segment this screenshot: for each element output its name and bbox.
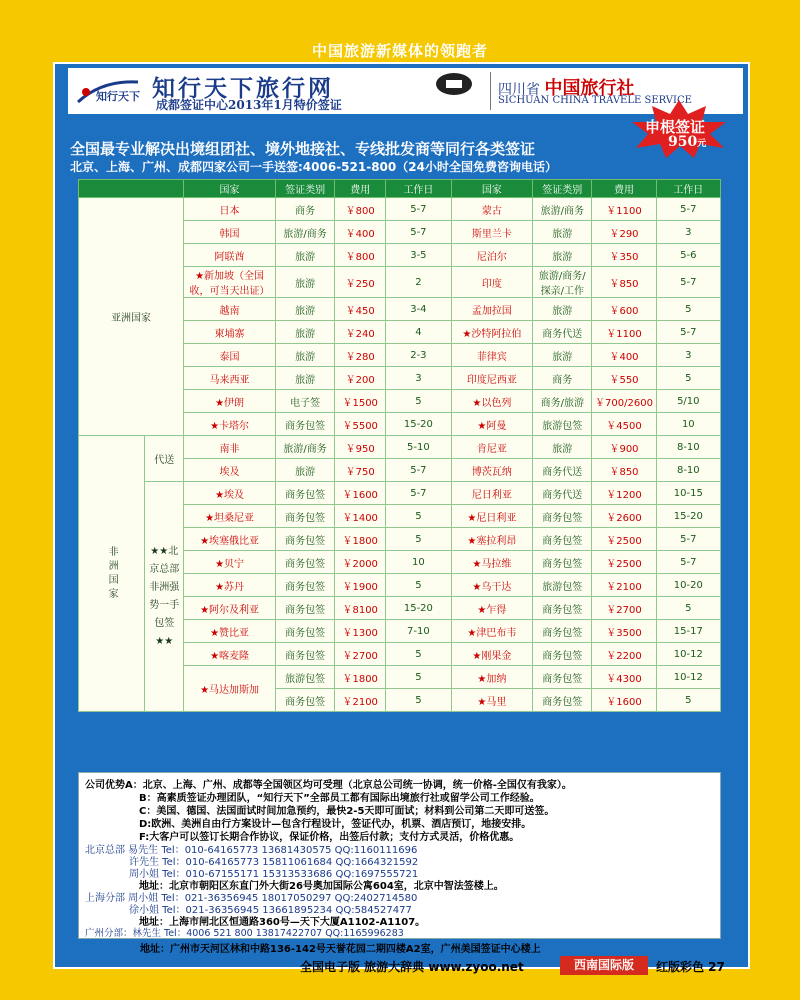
table-cell: 商务包签: [275, 689, 334, 712]
badge-unit: 元: [697, 139, 707, 149]
table-cell: 尼日利亚: [451, 482, 533, 505]
table-cell: 马来西亚: [184, 367, 276, 390]
table-header-row: [79, 180, 721, 198]
table-cell: 5-7: [656, 198, 720, 221]
table-cell: ￥2000: [335, 551, 386, 574]
table-cell: 10-12: [656, 666, 720, 689]
table-cell: 旅游: [275, 267, 334, 298]
table-cell: 3: [386, 367, 451, 390]
table-cell: 5/10: [656, 390, 720, 413]
table-cell: 商务包签: [275, 620, 334, 643]
table-cell: 电子签: [275, 390, 334, 413]
table-cell: 15-20: [656, 505, 720, 528]
table-cell: 日本: [184, 198, 276, 221]
table-cell: ★尼日利亚: [451, 505, 533, 528]
note-advantage-b: B：高素质签证办理团队，“知行天下”全部员工都有国际出境旅行社或留学公司工作经验。: [139, 793, 540, 804]
table-cell: 印度尼西亚: [451, 367, 533, 390]
table-cell: 商务代送: [533, 459, 592, 482]
table-cell: 商务包签: [533, 551, 592, 574]
table-cell: 商务包签: [533, 666, 592, 689]
table-cell: 肯尼亚: [451, 436, 533, 459]
table-cell: 商务/旅游: [533, 390, 592, 413]
table-cell: ★阿尔及利亚: [184, 597, 276, 620]
header-cell: 工作日: [656, 180, 720, 198]
cts-name-en: SICHUAN CHINA TRAVELE SERVICE: [498, 95, 692, 106]
table-cell: 5: [386, 528, 451, 551]
table-cell: ★坦桑尼亚: [184, 505, 276, 528]
table-cell: ★新加坡（全国收，可当天出证）: [184, 267, 276, 298]
table-cell: 5-7: [656, 321, 720, 344]
table-cell: 5: [656, 298, 720, 321]
table-cell: ￥1300: [335, 620, 386, 643]
table-row: [79, 436, 721, 459]
table-cell: ★赞比亚: [184, 620, 276, 643]
table-cell: 5: [386, 643, 451, 666]
table-cell: 孟加拉国: [451, 298, 533, 321]
table-cell: 商务代送: [533, 482, 592, 505]
table-cell: 南非: [184, 436, 276, 459]
table-cell: 商务包签: [533, 643, 592, 666]
contact-beijing-1: 北京总部 易先生 Tel：010-64165773 13681430575 QQ:1160111696: [85, 845, 418, 856]
table-cell: ￥850: [592, 459, 656, 482]
table-cell: ￥200: [335, 367, 386, 390]
table-cell: ￥850: [592, 267, 656, 298]
table-cell: 商务包签: [275, 505, 334, 528]
zhixing-logo-icon: [72, 72, 144, 110]
table-cell: 5-7: [386, 459, 451, 482]
table-cell: 商务包签: [533, 528, 592, 551]
table-cell: ￥2700: [335, 643, 386, 666]
table-cell: ￥800: [335, 244, 386, 267]
table-cell: 印度: [451, 267, 533, 298]
table-cell: ★加纳: [451, 666, 533, 689]
table-cell: ★沙特阿拉伯: [451, 321, 533, 344]
header-cell: 工作日: [386, 180, 451, 198]
table-cell: ￥2200: [592, 643, 656, 666]
table-cell: ￥1100: [592, 198, 656, 221]
subgroup-label-daisong: 代送: [145, 436, 184, 482]
contact-shanghai-2: 徐小姐 Tel：021-36356945 13661895234 QQ:584527477: [129, 905, 412, 916]
badge-price-value: 950: [668, 134, 698, 150]
table-cell: ￥1100: [592, 321, 656, 344]
table-cell: ￥1600: [335, 482, 386, 505]
table-cell: ￥750: [335, 459, 386, 482]
footer-badge: 西南国际版: [560, 956, 648, 975]
table-cell: 5: [386, 689, 451, 712]
address-guangzhou: 地址：广州市天河区林和中路136-142号天誉花园二期四楼A2室，广州美国签证中心楼上: [140, 944, 541, 955]
header-cell: 国家: [184, 180, 276, 198]
table-cell: 15-17: [656, 620, 720, 643]
table-cell: ★喀麦隆: [184, 643, 276, 666]
table-cell: 5: [656, 367, 720, 390]
table-cell: 旅游: [533, 244, 592, 267]
cell-madagascar: ★马达加斯加: [184, 666, 276, 712]
table-cell: 15-20: [386, 413, 451, 436]
table-cell: 商务包签: [275, 574, 334, 597]
note-advantage-c: C：美国、德国、法国面试时间加急预约，最快2-5天即可面试；材料到公司第二天即可送签。: [139, 806, 555, 817]
table-cell: 3: [656, 221, 720, 244]
badge-price: [668, 134, 706, 150]
table-cell: 旅游: [533, 436, 592, 459]
slogan: 中国旅游新媒体的领跑者: [311, 42, 488, 60]
table-cell: ￥450: [335, 298, 386, 321]
svg-text:知行天下: 知行天下: [96, 90, 140, 103]
table-cell: 旅游/商务: [275, 436, 334, 459]
table-cell: 5-7: [386, 482, 451, 505]
table-cell: 旅游/商务: [533, 198, 592, 221]
table-row: [79, 198, 721, 221]
group-label-asia: 亚洲国家: [79, 198, 184, 436]
table-cell: ￥240: [335, 321, 386, 344]
visa-price-table: [78, 179, 721, 712]
group-label-africa: 非洲国家: [79, 436, 145, 712]
header-cell: 费用: [592, 180, 656, 198]
table-cell: 旅游: [533, 221, 592, 244]
table-cell: ★埃塞俄比亚: [184, 528, 276, 551]
table-cell: 菲律宾: [451, 344, 533, 367]
company-notes: [78, 772, 721, 939]
table-cell: 商务包签: [275, 643, 334, 666]
table-cell: ★津巴布韦: [451, 620, 533, 643]
table-cell: 旅游: [275, 367, 334, 390]
table-cell: 商务包签: [533, 505, 592, 528]
brand-title: 知行天下旅行网: [152, 75, 334, 102]
table-cell: ★贝宁: [184, 551, 276, 574]
table-cell: ￥1500: [335, 390, 386, 413]
table-cell: 5: [386, 574, 451, 597]
table-cell: 阿联酋: [184, 244, 276, 267]
table-cell: 商务包签: [275, 482, 334, 505]
table-cell: 4: [386, 321, 451, 344]
table-cell: ￥1900: [335, 574, 386, 597]
header-group: [79, 180, 184, 198]
table-cell: 泰国: [184, 344, 276, 367]
footer-text: 全国电子版 旅游大辞典 www.zyoo.net: [300, 960, 524, 974]
table-cell: ￥600: [592, 298, 656, 321]
table-cell: 商务包签: [533, 689, 592, 712]
table-cell: 商务: [275, 198, 334, 221]
table-cell: 越南: [184, 298, 276, 321]
table-cell: 5-7: [656, 528, 720, 551]
table-cell: 5: [656, 597, 720, 620]
table-row: [79, 482, 721, 505]
table-cell: ￥550: [592, 367, 656, 390]
table-cell: 商务包签: [533, 597, 592, 620]
table-cell: ￥280: [335, 344, 386, 367]
table-cell: 蒙古: [451, 198, 533, 221]
table-cell: ￥350: [592, 244, 656, 267]
headline-main: 全国最专业解决出境组团社、境外地接社、专线批发商等同行各类签证: [70, 140, 536, 158]
table-cell: 10-20: [656, 574, 720, 597]
table-cell: 10-12: [656, 643, 720, 666]
cts-name-prefix: 四川省: [498, 82, 540, 98]
table-cell: ￥4300: [592, 666, 656, 689]
table-cell: ★马里: [451, 689, 533, 712]
table-cell: 5: [386, 390, 451, 413]
table-cell: 2-3: [386, 344, 451, 367]
table-cell: 5-6: [656, 244, 720, 267]
cts-name-main: 中国旅行社: [544, 78, 635, 99]
table-cell: ★卡塔尔: [184, 413, 276, 436]
address-shanghai: 地址：上海市闸北区恒通路360号—天下大厦A1102-A1107。: [139, 917, 426, 928]
badge-title: 申根签证: [645, 118, 706, 136]
contact-beijing-3: 周小姐 Tel：010-67155171 15313533686 QQ:1697555721: [129, 869, 419, 880]
table-cell: 8-10: [656, 459, 720, 482]
table-cell: ￥1400: [335, 505, 386, 528]
table-cell: ￥1600: [592, 689, 656, 712]
table-cell: 7-10: [386, 620, 451, 643]
table-cell: 旅游/商务: [275, 221, 334, 244]
table-cell: 3-5: [386, 244, 451, 267]
table-cell: 商务包签: [275, 551, 334, 574]
table-cell: ★阿曼: [451, 413, 533, 436]
table-cell: ￥4500: [592, 413, 656, 436]
table-cell: 旅游: [275, 344, 334, 367]
table-cell: 5-7: [386, 198, 451, 221]
table-cell: 5-7: [386, 221, 451, 244]
table-cell: 旅游: [275, 459, 334, 482]
table-cell: 商务包签: [275, 597, 334, 620]
table-cell: ￥800: [335, 198, 386, 221]
table-cell: ￥1800: [335, 528, 386, 551]
table-cell: 尼泊尔: [451, 244, 533, 267]
table-cell: ★塞拉利昂: [451, 528, 533, 551]
table-cell: 旅游: [275, 321, 334, 344]
table-cell: 旅游/商务/探亲/工作: [533, 267, 592, 298]
table-cell: 5: [656, 689, 720, 712]
table-cell: ￥2600: [592, 505, 656, 528]
table-cell: ￥400: [335, 221, 386, 244]
table-cell: ￥2100: [335, 689, 386, 712]
table-cell: ★苏丹: [184, 574, 276, 597]
table-cell: ￥8100: [335, 597, 386, 620]
header-cell: 签证类别: [275, 180, 334, 198]
table-cell: ￥1800: [335, 666, 386, 689]
table-cell: 旅游: [533, 344, 592, 367]
table-cell: 旅游包签: [533, 574, 592, 597]
table-cell: 10: [386, 551, 451, 574]
cts-logo-icon: [432, 70, 492, 100]
table-cell: 5-10: [386, 436, 451, 459]
table-cell: 10-15: [656, 482, 720, 505]
subgroup-label-pack: ★★北京总部 非洲强势一手包签★★: [145, 482, 184, 712]
table-cell: ★乍得: [451, 597, 533, 620]
table-cell: 韩国: [184, 221, 276, 244]
table-cell: ￥700/2600: [592, 390, 656, 413]
table-cell: 商务代送: [533, 321, 592, 344]
header-cell: 国家: [451, 180, 533, 198]
table-cell: ★以色列: [451, 390, 533, 413]
table-cell: ￥3500: [592, 620, 656, 643]
table-cell: 埃及: [184, 459, 276, 482]
table-cell: ￥1200: [592, 482, 656, 505]
contact-beijing-2: 许先生 Tel：010-64165773 15811061684 QQ:1664321592: [129, 857, 419, 868]
table-cell: 5-7: [656, 267, 720, 298]
table-cell: 商务: [533, 367, 592, 390]
headline-sub: 北京、上海、广州、成都四家公司一手送签:4006-521-800（24小时全国免费咨询电话）: [70, 160, 557, 174]
address-beijing: 地址：北京市朝阳区东直门外大街26号奥加国际公寓604室，北京中智法签楼上。: [139, 881, 504, 892]
table-cell: 10: [656, 413, 720, 436]
footer-page: 红版彩色 27: [656, 960, 725, 974]
table-cell: ￥2500: [592, 551, 656, 574]
table-cell: 5: [386, 505, 451, 528]
table-cell: ★刚果金: [451, 643, 533, 666]
table-cell: ￥2700: [592, 597, 656, 620]
table-cell: 5: [386, 666, 451, 689]
table-cell: ￥400: [592, 344, 656, 367]
note-advantage-d: D:欧洲、美洲自由行方案设计—包含行程设计，签证代办，机票、酒店预订，地接安排。: [139, 819, 532, 830]
table-cell: ￥290: [592, 221, 656, 244]
table-cell: ￥2500: [592, 528, 656, 551]
contact-guangzhou: 广州分部：林先生 Tel：4006 521 800 13817422707 QQ:1165996283: [85, 928, 404, 939]
table-cell: 旅游: [533, 298, 592, 321]
table-cell: 商务包签: [275, 413, 334, 436]
table-cell: ￥5500: [335, 413, 386, 436]
table-cell: 柬埔寨: [184, 321, 276, 344]
contact-shanghai-1: 上海分部 周小姐 Tel：021-36356945 18017050297 QQ:2402714580: [85, 893, 418, 904]
table-cell: 斯里兰卡: [451, 221, 533, 244]
table-cell: ￥2100: [592, 574, 656, 597]
table-cell: 旅游包签: [275, 666, 334, 689]
table-cell: ★马拉维: [451, 551, 533, 574]
table-cell: ★埃及: [184, 482, 276, 505]
note-advantage-a: 公司优势A：北京、上海、广州、成都等全国领区均可受理（北京总公司统一协调，统一价格-全国仅有我家）。: [85, 780, 572, 791]
table-cell: ★伊朗: [184, 390, 276, 413]
table-cell: 2: [386, 267, 451, 298]
table-cell: 3: [656, 344, 720, 367]
brand-subtitle: 成都签证中心2013年1月特价签证: [156, 98, 342, 112]
note-advantage-f: F:大客户可以签订长期合作协议，保证价格，出签后付款；支付方式灵活，价格优惠。: [139, 832, 520, 843]
table-cell: 商务包签: [275, 528, 334, 551]
table-cell: ★乌干达: [451, 574, 533, 597]
table-cell: ￥900: [592, 436, 656, 459]
table-cell: 5-7: [656, 551, 720, 574]
table-cell: 旅游: [275, 298, 334, 321]
header-divider: [490, 72, 491, 110]
table-body: [79, 198, 721, 712]
header-cell: 费用: [335, 180, 386, 198]
table-cell: 商务包签: [533, 620, 592, 643]
table-cell: ￥950: [335, 436, 386, 459]
table-cell: 15-20: [386, 597, 451, 620]
table-cell: 旅游包签: [533, 413, 592, 436]
table-cell: 博茨瓦纳: [451, 459, 533, 482]
table-cell: ￥250: [335, 267, 386, 298]
table-cell: 8-10: [656, 436, 720, 459]
header-cell: 签证类别: [533, 180, 592, 198]
table-cell: 旅游: [275, 244, 334, 267]
table-cell: 3-4: [386, 298, 451, 321]
